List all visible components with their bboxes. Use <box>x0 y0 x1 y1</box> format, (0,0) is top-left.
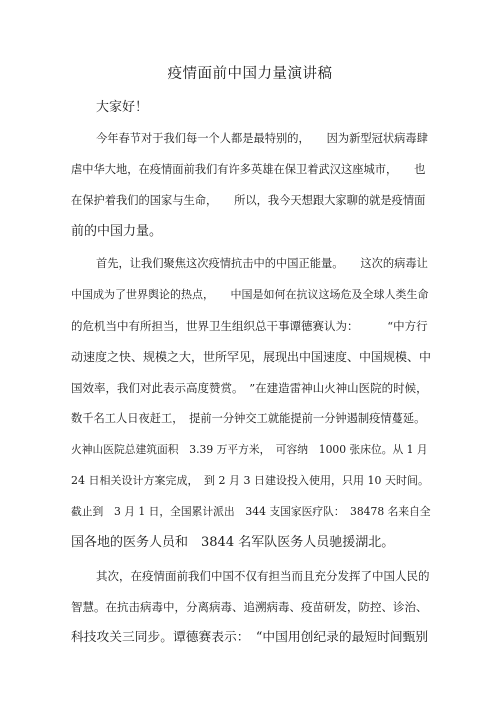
paragraph-1-line-3: 在保护着我们的国家与生命， 所以，我今天想跟大家聊的就是疫情面 <box>71 194 426 207</box>
paragraph-2-line-3: 的危机当中有所担当，世界卫生组织总干事谭德赛认为： “中方行 <box>71 319 428 333</box>
paragraph-2-line-6: 数千名工人日夜赶工， 提前一分钟交工就能提前一分钟遏制疫情蔓延。 <box>71 412 426 425</box>
paragraph-2-line-10: 国各地的医务人员和 3844 名军队医务人员驰援湖北。 <box>71 535 395 550</box>
paragraph-1-line-2: 虐中华大地，在疫情面前我们有许多英雄在保卫着武汉这座城市， 也 <box>71 163 426 176</box>
paragraph-2-line-8: 24 日相关设计方案完成， 到 2 月 3 日建设投入使用，只用 10 天时间。 <box>71 474 429 487</box>
document-title: 疫情面前中国力量演讲稿 <box>167 66 333 82</box>
greeting-line: 大家好！ <box>96 100 149 115</box>
paragraph-1-line-1: 今年春节对于我们每一个人都是最特别的， 因为新型冠状病毒肆 <box>96 132 428 145</box>
paragraph-2-line-7: 火神山医院总建筑面积 3.39 万平方米， 可容纳 1000 张床位。从 1 月 <box>71 443 428 456</box>
paragraph-2-line-2: 中国成为了世界舆论的热点， 中国是如何在抗议这场危及全球人类生命 <box>71 288 429 301</box>
paragraph-2-line-1: 首先，让我们聚焦这次疫情抗击中的中国正能量。 这次的病毒让 <box>96 257 428 270</box>
paragraph-2-line-5: 国效率，我们对此表示高度赞赏。 ”在建造雷神山火神山医院的时候， <box>71 381 428 395</box>
paragraph-3-line-3: 科技攻关三同步。谭德赛表示： “中国用创纪录的最短时间甄别 <box>71 630 429 645</box>
paragraph-3-line-1: 其次，在疫情面前我们中国不仅有担当而且充分发挥了中国人民的 <box>96 569 430 583</box>
paragraph-2-line-4: 动速度之快、规模之大，世所罕见，展现出中国速度、中国规模、中 <box>71 350 432 364</box>
paragraph-2-line-9: 截止到 3 月 1 日，全国累计派出 344 支国家医疗队： 38478 名来自全 <box>71 505 431 518</box>
paragraph-1-line-4: 前的中国力量。 <box>71 224 163 239</box>
paragraph-3-line-2: 智慧。在抗击病毒中，分离病毒、追溯病毒、疫苗研发，防控、诊治、 <box>71 600 428 614</box>
